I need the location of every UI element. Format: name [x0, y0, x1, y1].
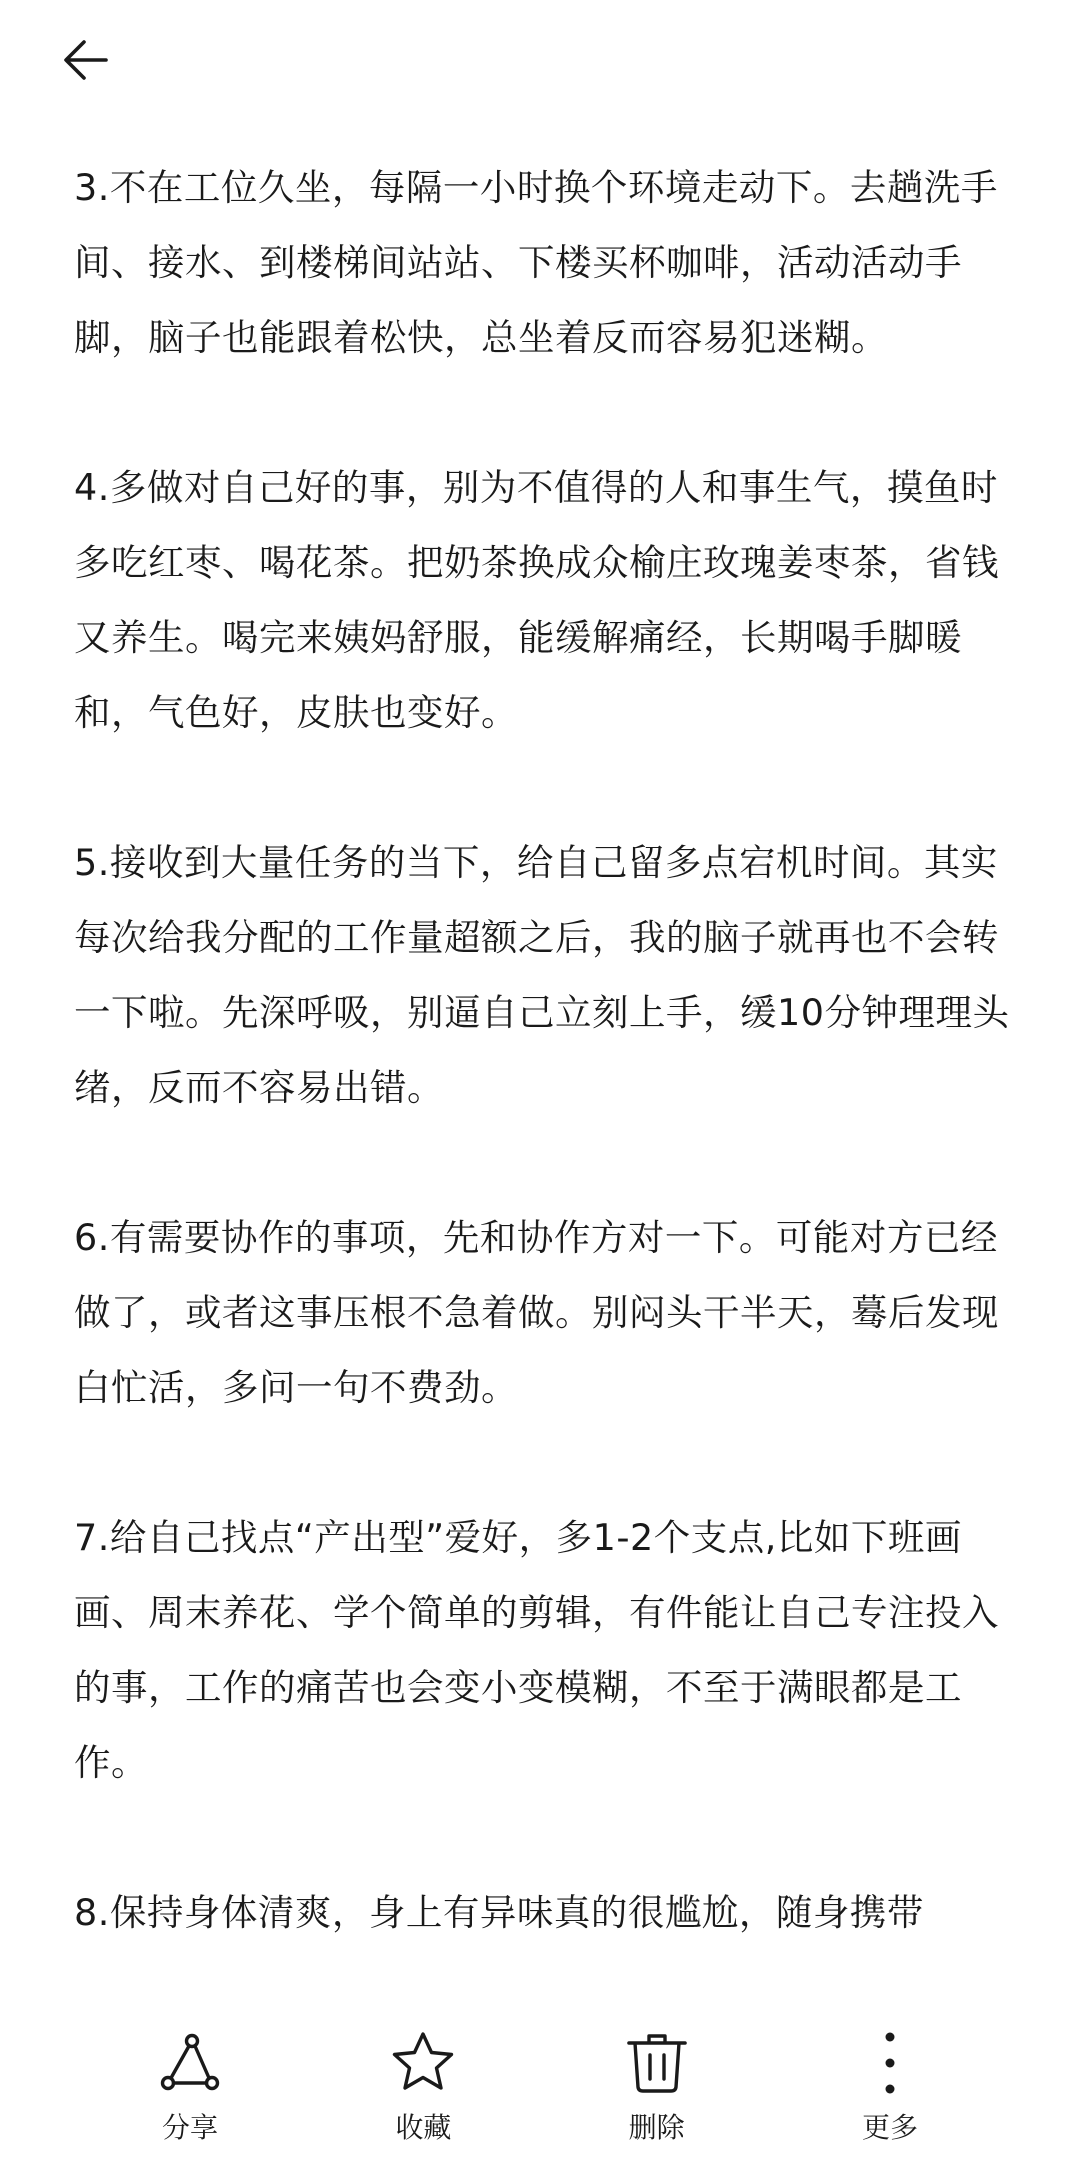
paragraph-3: 3.不在工位久坐，每隔一小时换个环境走动下。去趟洗手间、接水、到楼梯间站站、下楼买杯咖啡，活动活动手脚，脑子也能跟着松快，总坐着反而容易犯迷糊。 [74, 166, 998, 359]
star-icon [388, 2028, 458, 2098]
delete-button[interactable] [582, 2000, 732, 2170]
share-icon [155, 2028, 225, 2098]
more-button[interactable] [815, 2000, 965, 2170]
paragraph-7: 7.给自己找点“产出型”爱好，多1-2个支点,比如下班画画、周末养花、学个简单的剪辑，有件能让自己专注投入的事，工作的痛苦也会变小变模糊，不至于满眼都是工作。 [74, 1516, 999, 1784]
top-bar [0, 0, 1080, 120]
more-label: 更多 [861, 2111, 918, 2144]
paragraph-8: 8.保持身体清爽，身上有异味真的很尴尬，随身携带 [74, 1891, 924, 1934]
paragraph-6: 6.有需要协作的事项，先和协作方对一下。可能对方已经做了，或者这事压根不急着做。别闷头干半天，蓦后发现白忙活，多问一句不费劲。 [74, 1216, 999, 1409]
paragraph-4: 4.多做对自己好的事，别为不值得的人和事生气，摸鱼时多吃红枣、喝花茶。把奶茶换成众榆庄玫瑰姜枣茶，省钱又养生。喝完来姨妈舒服，能缓解痛经，长期喝手脚暖和，气色好，皮肤也变好。 [74, 466, 999, 734]
share-button[interactable] [115, 2000, 265, 2170]
bottom-action-bar [0, 2000, 1080, 2170]
favorite-label: 收藏 [395, 2111, 452, 2144]
delete-label: 删除 [628, 2111, 685, 2144]
note-content [74, 150, 1024, 2000]
back-button[interactable] [62, 20, 152, 100]
share-label: 分享 [161, 2111, 218, 2144]
more-vertical-icon [855, 2028, 925, 2098]
arrow-left-icon [62, 36, 110, 84]
favorite-button[interactable] [348, 2000, 498, 2170]
paragraph-5: 5.接收到大量任务的当下，给自己留多点宕机时间。其实每次给我分配的工作量超额之后，我的脑子就再也不会转一下啦。先深呼吸，别逼自己立刻上手，缓10分钟理理头绪，反而不容易出错。 [74, 841, 1010, 1109]
trash-icon [622, 2028, 692, 2098]
